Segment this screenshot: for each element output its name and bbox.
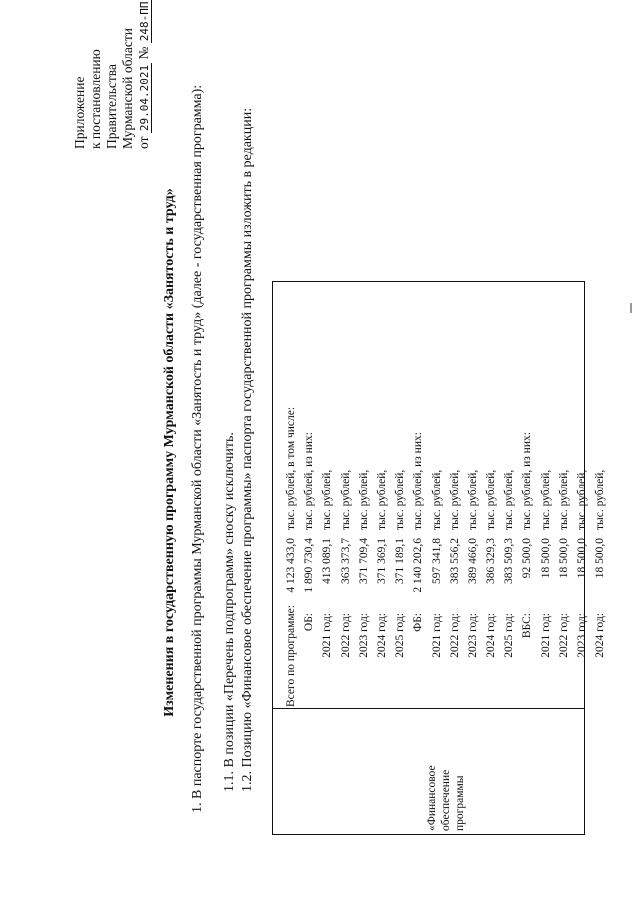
table-row xyxy=(500,287,518,707)
table-row xyxy=(482,287,500,707)
row-unit: тыс. рублей, xyxy=(557,469,570,530)
table-row xyxy=(318,287,336,707)
table-row xyxy=(373,287,391,707)
row-unit: тыс. рублей, xyxy=(594,469,607,530)
row-label: 2025 год: xyxy=(394,613,407,658)
table-row xyxy=(337,287,355,707)
row-label: ОБ: xyxy=(303,613,316,632)
row-label: Всего по программе: xyxy=(285,605,297,707)
table-row xyxy=(355,287,373,707)
appendix-block xyxy=(72,0,152,149)
row-value: 18 500,0 xyxy=(594,538,607,579)
row-value: 389 466,0 xyxy=(466,538,479,584)
row-unit: тыс. рублей, xyxy=(357,469,370,530)
finance-rows xyxy=(282,287,609,707)
appendix-title: Приложение xyxy=(72,76,87,149)
table-row-label: «Финансовое обеспечение программы xyxy=(426,765,466,831)
row-unit: тыс. рублей, xyxy=(503,469,516,530)
row-unit: тыс. рублей, xyxy=(339,469,352,530)
row-value: 4 123 433,0 xyxy=(285,538,297,593)
table-divider xyxy=(272,708,585,709)
row-label: 2023 год: xyxy=(576,613,588,658)
row-label: 2022 год: xyxy=(339,613,352,658)
appendix-date-line xyxy=(136,0,152,149)
row-value: 413 089,1 xyxy=(321,538,334,584)
row-unit: тыс. рублей, xyxy=(485,469,498,530)
row-label: ФБ: xyxy=(412,613,425,632)
row-value: 2 140 202,6 xyxy=(412,538,425,593)
row-unit: тыс. рублей, xyxy=(321,469,334,530)
row-unit: тыс. рублей, xyxy=(394,469,407,530)
row-value: 363 373,7 xyxy=(339,538,352,584)
table-row xyxy=(591,287,609,707)
row-value: 371 369,1 xyxy=(375,538,388,584)
table-row xyxy=(555,287,573,707)
row-unit: тыс. рублей, xyxy=(448,469,461,530)
row-unit: тыс. рублей, из них: xyxy=(521,432,534,530)
row-label: 2022 год: xyxy=(448,613,461,658)
row-label: 2021 год: xyxy=(539,613,552,658)
row-label: 2023 год: xyxy=(466,613,479,658)
row-label: ВБС: xyxy=(521,613,534,639)
row-value: 18 500,0 xyxy=(576,538,588,579)
table-row xyxy=(391,287,409,707)
row-unit: тыс. рублей, xyxy=(576,469,588,530)
row-unit: тыс. рублей, xyxy=(466,469,479,530)
row-unit: тыс. рублей, из них: xyxy=(412,432,425,530)
row-label: 2021 год: xyxy=(430,613,443,658)
row-value: 1 890 730,4 xyxy=(303,538,316,593)
row-label: 2021 год: xyxy=(321,613,334,658)
row-unit: тыс. рублей, из них: xyxy=(303,432,316,530)
row-unit: тыс. рублей, xyxy=(539,469,552,530)
row-value: 92 500,0 xyxy=(521,538,534,579)
table-row xyxy=(446,287,464,707)
number-prefix: № xyxy=(136,46,151,60)
row-value: 383 509,3 xyxy=(503,538,516,584)
row-label: 2024 год: xyxy=(594,613,607,658)
row-value: 371 709,4 xyxy=(357,538,370,584)
row-value: 18 500,0 xyxy=(557,538,570,579)
row-unit: тыс. рублей, xyxy=(430,469,443,530)
row-label: 2024 год: xyxy=(375,613,388,658)
table-row xyxy=(537,287,555,707)
row-value: 386 329,3 xyxy=(485,538,498,584)
row-unit: тыс. рублей, xyxy=(375,469,388,530)
number-value: 248-ПП xyxy=(138,1,151,42)
margin-mark xyxy=(630,303,632,313)
table-row xyxy=(518,287,536,707)
document-title: Изменения в государственную программу Мурманской области «Занятость и труд» xyxy=(162,188,177,717)
appendix-line: Мурманской области xyxy=(120,28,135,149)
row-label: 2022 год: xyxy=(557,613,570,658)
paragraph-1-1: 1.1. В позиции «Перечень подпрограмм» сноску исключить. xyxy=(222,432,237,792)
table-row xyxy=(300,287,318,707)
paragraph-1-2: 1.2. Позицию «Финансовое обеспечение программы» паспорта государственной программы изложить в редакции: xyxy=(240,107,255,792)
date-value: 29.04.2021 xyxy=(138,64,151,132)
row-label: 2023 год: xyxy=(357,613,370,658)
table-row xyxy=(409,287,427,707)
table-row xyxy=(573,287,591,707)
date-prefix: от xyxy=(136,136,151,149)
appendix-line: к постановлению Правительства xyxy=(88,49,119,149)
table-row xyxy=(464,287,482,707)
row-value: 597 341,8 xyxy=(430,538,443,584)
table-row xyxy=(282,287,300,707)
row-unit: тыс. рублей, в том числе: xyxy=(285,406,297,530)
row-value: 18 500,0 xyxy=(539,538,552,579)
row-value: 383 556,2 xyxy=(448,538,461,584)
paragraph-1: 1. В паспорте государственной программы Мурманской области «Занятость и труд» (далее - государственная программа): xyxy=(190,84,205,813)
table-row xyxy=(428,287,446,707)
row-label: 2025 год: xyxy=(503,613,516,658)
row-label: 2024 год: xyxy=(485,613,498,658)
row-value: 371 189,1 xyxy=(394,538,407,584)
